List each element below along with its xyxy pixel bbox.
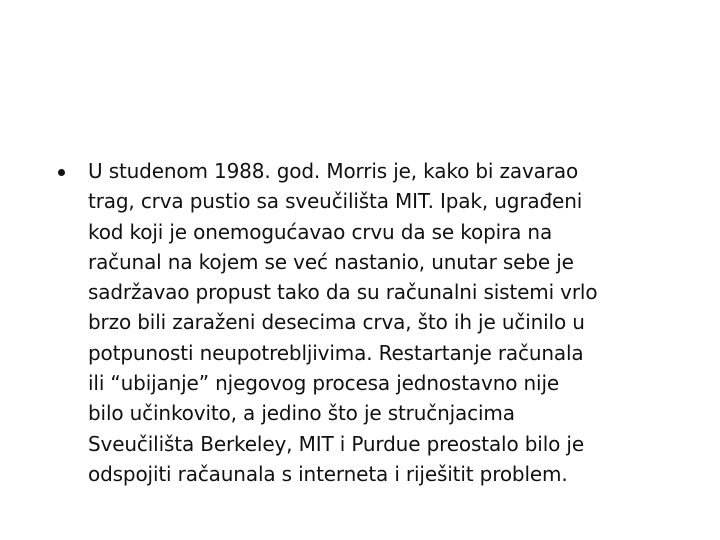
text-line: Sveučilišta Berkeley, MIT i Purdue preostalo bilo je [88, 431, 584, 456]
text-line: bilo učinkovito, a jedino što je stručnjacima [88, 401, 515, 426]
text-line: računal na kojem se već nastanio, unutar sebe je [88, 249, 574, 274]
text-line: trag, crva pustio sa sveučilišta MIT. Ipak, ugrađeni [88, 189, 583, 214]
bullet-item [58, 156, 668, 489]
text-line: sadržavao propust tako da su računalni sistemi vrlo [88, 280, 598, 305]
text-line: kod koji je onemogućavao crvu da se kopira na [88, 219, 553, 244]
bullet-dot-icon [58, 169, 65, 176]
text-line: ili “ubijanje” njegovog procesa jednostavno nije [88, 371, 560, 396]
text-line: odspojiti račaunala s interneta i riješitit problem. [88, 461, 568, 486]
bullet-list [58, 156, 668, 489]
text-line: U studenom 1988. god. Morris je, kako bi zavarao [88, 159, 579, 183]
text-line: brzo bili zaraženi desecima crva, što ih je učinilo u [88, 310, 585, 335]
text-line: potpunosti neupotrebljivima. Restartanje računala [88, 340, 584, 365]
